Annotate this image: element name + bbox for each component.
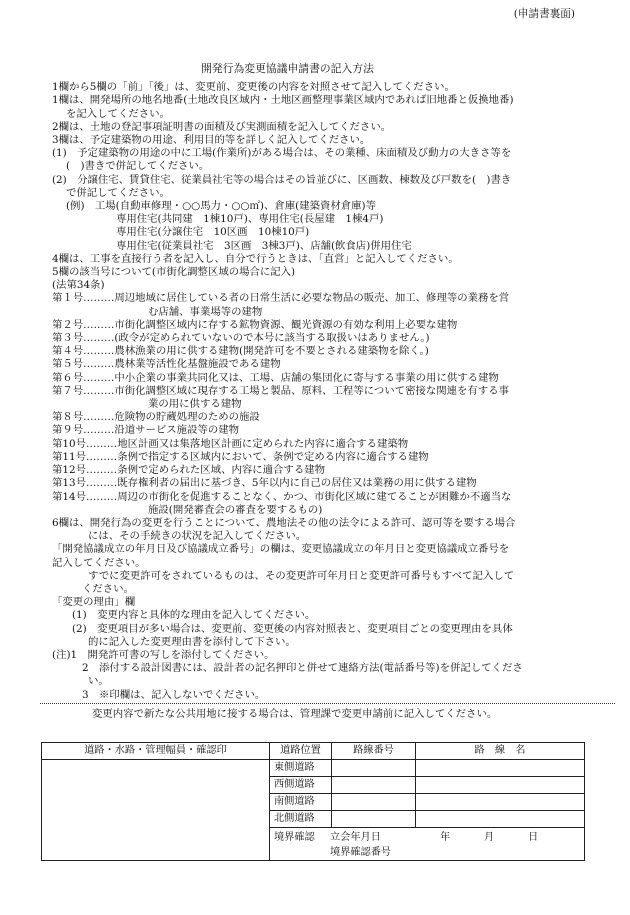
boundary-label: 境界確認 xyxy=(274,832,315,843)
instruction-line: (2) 変更項目が多い場合は、変更前、変更後の内容対照表と、変更項目ごとの変更理由を具体 xyxy=(72,622,513,635)
instruction-line: 「開発協議成立の年月日及び協議成立番号」の欄は、変更協議成立の年月日と変更協議成立番号を xyxy=(52,543,510,556)
article-label: 第11号……… xyxy=(52,450,118,463)
article-text: 周辺の市街化を促進することなく、かつ、市街化区域に建てることが困難か不適当な xyxy=(117,490,512,503)
instruction-line: (法第34条) xyxy=(52,279,105,292)
article-label: 第10号……… xyxy=(52,437,118,450)
instruction-line: 2欄は、土地の登記事項証明書の面積及び実測面積を記入してください。 xyxy=(52,120,392,133)
left-header: 道路・水路・管理幅員・確認印 xyxy=(42,743,270,760)
route-number-cell[interactable] xyxy=(332,811,416,828)
instruction-line: 4欄は、工事を直接行う者を記入し、自分で行うときは、「直営」と記入してください。 xyxy=(52,252,459,265)
instruction-line: (2) 分譲住宅、賃貸住宅、従業員社宅等の場合はその旨並びに、区画数、棟数及び戸数を( )書き xyxy=(52,173,512,186)
instruction-line: 3欄は、予定建築物の用途、利用目的等を詳しく記入してください。 xyxy=(52,134,371,147)
road-row-label: 南側道路 xyxy=(270,794,332,811)
route-number-cell[interactable] xyxy=(332,760,416,777)
article-item xyxy=(52,438,592,451)
boundary-number-label: 境界確認番号 xyxy=(330,847,392,858)
article-label: 第４号……… xyxy=(52,345,115,358)
instruction-line: 的に記入した変更理由書を添付して下さい。 xyxy=(88,635,296,648)
instruction-line: で併記してください。 xyxy=(66,186,170,199)
confirmation-stamp-area[interactable] xyxy=(42,760,270,861)
road-row-label: 北側道路 xyxy=(270,811,332,828)
route-name-cell[interactable] xyxy=(416,777,585,794)
instruction-line: ( )書きで併記してください。 xyxy=(66,160,210,173)
note-line: い。 xyxy=(88,675,109,688)
article-label: 第12号……… xyxy=(52,464,118,477)
instructions xyxy=(52,40,592,721)
col-route-name: 路 線 名 xyxy=(416,743,585,760)
article-label: 第７号……… xyxy=(52,384,115,397)
article-label: 第１号……… xyxy=(52,292,115,305)
article-text: 危険物の貯蔵処理のための施設 xyxy=(114,411,260,424)
year-label: 年 xyxy=(440,832,451,843)
article-label: 第９号……… xyxy=(52,424,115,437)
article-text: (政令が定められていないので本号に該当する取扱いはありません。) xyxy=(114,332,430,345)
witness-date-label: 立会年月日 xyxy=(330,832,381,843)
instruction-line: 記入してください。 xyxy=(52,556,146,569)
article-text: 市街化調整区域に現存する工場と製品、原料、工程等について密接な関連を有する事 xyxy=(114,384,509,397)
instruction-line: 1欄は、開発場所の地名地番(土地改良区域内・土地区画整理事業区域内であれば旧地番と仮換地番) xyxy=(52,94,514,107)
article-item xyxy=(52,451,592,464)
route-name-cell[interactable] xyxy=(416,811,585,828)
day-label: 日 xyxy=(528,832,539,843)
article-item xyxy=(52,424,592,437)
instruction-line: (1) 予定建築物の用途の中に工場(作業所)がある場合は、その業種、床面積及び動力の大きさ等を xyxy=(52,147,512,160)
example-line: 専用住宅(従業員社宅 3区画 3棟3戸)、店舗(飲食店)併用住宅 xyxy=(116,239,412,252)
article-text: 周辺地域に居住している者の日常生活に必要な物品の販売、加工、修理等の業務を営 xyxy=(114,292,510,305)
instruction-line: には、その手続きの状況を記入してください。 xyxy=(88,530,307,543)
instruction-line: (1) 変更内容と具体的な理由を記入してください。 xyxy=(72,609,316,622)
notice-text: 変更内容で新たな公共用地に接する場合は、管理課で変更申請前に記入してください。 xyxy=(92,707,498,720)
article-text: 農林漁業の用に供する建物(開発許可を不要とされる建築物を除く。) xyxy=(114,345,429,358)
article-text: 農林業等活性化基盤施設である建物 xyxy=(114,358,281,371)
note-line: (注)1 開発許可書の写しを添付してください。 xyxy=(52,648,275,661)
col-road-position: 道路位置 xyxy=(270,743,332,760)
article-item xyxy=(52,477,592,490)
boundary-confirmation xyxy=(270,829,584,859)
article-text: 市街化調整区域内に存する鉱物資源、観光資源の有効な利用上必要な建物 xyxy=(114,318,458,331)
article-label: 第６号……… xyxy=(52,371,115,384)
article-text: 地区計画又は集落地区計画に定められた内容に適合する建築物 xyxy=(117,437,409,450)
instruction-line: 5欄の該当号について(市街化調整区域の場合に記入) xyxy=(52,266,296,279)
example-line: (例) 工場(自動車修理・○○馬力・○○㎡)、倉庫(建築資材倉庫)等 xyxy=(66,200,376,213)
article-item xyxy=(52,385,592,398)
article-text: 沿道サービス施設等の建物 xyxy=(114,424,240,437)
article-item xyxy=(52,358,592,371)
road-row-label: 東側道路 xyxy=(270,760,332,777)
col-route-number: 路線番号 xyxy=(332,743,416,760)
article-item xyxy=(52,319,592,332)
route-name-cell[interactable] xyxy=(416,794,585,811)
article-item xyxy=(52,345,592,358)
article-label: 第５号……… xyxy=(52,358,115,371)
month-label: 月 xyxy=(484,832,495,843)
article-label: 第３号……… xyxy=(52,332,115,345)
article-label: 第13号……… xyxy=(52,477,118,490)
road-row-label: 西側道路 xyxy=(270,777,332,794)
article-label: 第２号……… xyxy=(52,318,115,331)
route-number-cell[interactable] xyxy=(332,794,416,811)
route-number-cell[interactable] xyxy=(332,777,416,794)
example-line: 専用住宅(分譲住宅 10区画 10棟10戸) xyxy=(116,226,310,239)
article-item xyxy=(52,332,592,345)
instruction-line: すでに変更許可をされているものは、その変更許可年月日と変更許可番号もすべて記入して xyxy=(88,569,515,582)
article-label: 第14号……… xyxy=(52,490,118,503)
article-list xyxy=(52,292,592,516)
article-label: 第８号……… xyxy=(52,411,115,424)
article-text: 条例で定められた区域、内容に適合する建物 xyxy=(117,464,325,477)
form-side-label: (申請書裏面) xyxy=(513,8,575,20)
boundary-confirmation-cell[interactable] xyxy=(270,828,585,861)
instruction-line: 「変更の理由」欄 xyxy=(52,596,136,609)
note-line: 3 ※印欄は、記入しないでください。 xyxy=(82,688,266,701)
dotted-divider xyxy=(40,703,615,704)
article-item xyxy=(52,491,592,504)
road-confirmation-table xyxy=(41,742,585,861)
article-item xyxy=(52,411,592,424)
page-title: 開発行為変更協議申請書の記入方法 xyxy=(201,62,374,75)
instruction-line: ください。 xyxy=(82,582,134,595)
article-text: 既存権利者の届出に基づき、5年以内に自己の居住又は業務の用に供する建物 xyxy=(117,477,477,490)
instruction-line: 1欄から5欄の「前」「後」は、変更前、変更後の内容を対照させて記入してください。 xyxy=(52,81,455,94)
article-item xyxy=(52,464,592,477)
article-item xyxy=(52,292,592,305)
instruction-line: を記入してください。 xyxy=(66,107,170,120)
example-line: 専用住宅(共同建 1棟10戸)、専用住宅(長屋建 1棟4戸) xyxy=(116,213,384,226)
article-item xyxy=(52,372,592,385)
article-text-cont: む店舗、事業場等の建物 xyxy=(148,305,263,318)
article-text-cont: 施設(開発審査会の審査を要するもの) xyxy=(148,503,323,516)
route-name-cell[interactable] xyxy=(416,760,585,777)
article-text-cont: 業の用に供する建物 xyxy=(148,398,242,411)
instruction-line: 6欄は、開発行為の変更を行うことについて、農地法その他の法令による許可、認可等を要する場合 xyxy=(52,516,516,529)
article-text: 条例で指定する区域内において、条例で定める内容に適合する建物 xyxy=(117,450,429,463)
note-line: 2 添付する設計図書には、設計者の記名押印と併せて連絡方法(電話番号等)を併記してくださ xyxy=(82,662,523,675)
article-text: 中小企業の事業共同化又は、工場、店舗の集団化に寄与する事業の用に供する建物 xyxy=(114,371,499,384)
